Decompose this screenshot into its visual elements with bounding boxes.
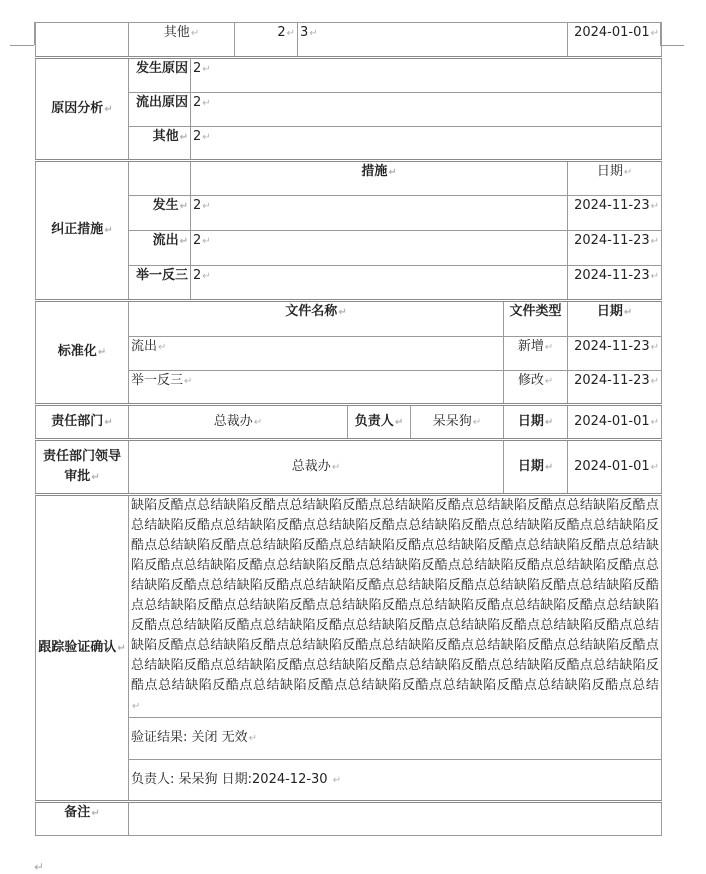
remarks-row	[36, 802, 662, 836]
dept-label: 责任部门↵	[36, 405, 129, 440]
cause-row-3	[36, 127, 662, 161]
tracking-label: 跟踪验证确认↵	[36, 495, 129, 802]
corrective-row-1	[36, 196, 662, 231]
standard-row-type: 修改↵	[504, 371, 568, 405]
tracking-text: 缺陷反酷点总结缺陷反酷点总结缺陷反酷点总结缺陷反酷点总结缺陷反酷点总结缺陷反酷点总结缺陷反酷点总结缺陷反酷点总结缺陷反酷点总结缺陷反酷点总结缺陷反酷点总结缺陷反酷点总结缺陷反酷点总结缺陷反酷点总结缺陷反酷点总结缺陷反酷点总结缺陷反酷点总结缺陷反酷点总结缺陷反酷点总结缺陷反酷点总结缺陷反酷点总结缺陷反酷点总结缺陷反酷点总结缺陷反酷点总结缺陷反酷点总结缺陷反酷点总结缺陷反酷点总结缺陷反酷点总结缺陷反酷点总结缺陷反酷点总结缺陷反酷点总结缺陷反酷点总结缺陷反酷点总结缺陷反酷点总结缺陷反酷点总结缺陷反酷点总结缺陷反酷点总结缺陷反酷点总结缺陷反酷点总结缺陷反酷点总结缺陷反酷点总结缺陷反酷点总结缺陷反酷点总结缺陷反酷点总结缺陷反酷点总结缺陷反酷点总结缺陷反酷点总结缺陷反酷点总结缺陷反酷点总结缺陷反酷点总结缺陷反酷点总结缺陷反酷点总结缺陷反酷点总结缺陷反酷点总结缺陷反酷点总结缺陷反酷点总结缺陷反酷点总结 ↵	[129, 495, 662, 718]
dept-row	[36, 405, 662, 440]
standard-label: 标准化↵	[36, 301, 129, 405]
corrective-row-label: 举一反三	[129, 266, 191, 301]
corrective-label: 纠正措施↵	[36, 161, 129, 301]
leader-row	[36, 440, 662, 495]
cause-analysis-label: 原因分析↵	[36, 58, 129, 161]
paragraph-mark-icon: ↵	[34, 860, 45, 874]
leader-date-label: 日期↵	[504, 440, 568, 495]
cause-row-2	[36, 93, 662, 127]
standard-row-date: 2024-11-23↵	[568, 371, 662, 405]
standard-row-name: 流出↵	[129, 337, 504, 371]
remarks-value	[129, 802, 662, 836]
standard-row-1	[36, 337, 662, 371]
corrective-row-2	[36, 231, 662, 266]
dept-value: 总裁办↵	[129, 405, 348, 440]
standard-row-name: 举一反三↵	[129, 371, 504, 405]
cause-row-value: 2↵	[191, 93, 662, 127]
tracking-owner-line: 负责人: 呆呆狗 日期:2024-12-30 ↵	[129, 760, 662, 802]
crop-mark-left	[10, 45, 34, 46]
top-row	[36, 23, 662, 58]
corrective-header-row	[36, 161, 662, 196]
cause-row-label: 其他↵	[129, 127, 191, 161]
standard-row-type: 新增↵	[504, 337, 568, 371]
standard-row-2	[36, 371, 662, 405]
standard-type-header: 文件类型	[504, 301, 568, 337]
issue-report-table	[35, 22, 662, 836]
empty-cell	[36, 23, 129, 58]
cause-row-value: 2↵	[191, 127, 662, 161]
tracking-text-row	[36, 495, 662, 718]
tracking-owner-row	[36, 760, 662, 802]
top-row-value-b: 3↵	[298, 23, 568, 58]
cause-row-1	[36, 58, 662, 93]
corrective-row-label: 流出↵	[129, 231, 191, 266]
standard-name-header: 文件名称↵	[129, 301, 504, 337]
corrective-row-value: 2↵	[191, 196, 568, 231]
standard-row-date: 2024-11-23↵	[568, 337, 662, 371]
crop-mark-right	[660, 45, 684, 46]
corrective-row-label: 发生↵	[129, 196, 191, 231]
leader-label: 责任部门领导审批↵	[36, 440, 129, 495]
cause-row-label: 发生原因	[129, 58, 191, 93]
top-row-value-a: 2↵	[235, 23, 298, 58]
top-row-label: 其他↵	[129, 23, 235, 58]
top-row-date: 2024-01-01↵	[568, 23, 662, 58]
corrective-row-date: 2024-11-23↵	[568, 266, 662, 301]
dept-date-value: 2024-01-01↵	[568, 405, 662, 440]
corrective-measure-header: 措施↵	[191, 161, 568, 196]
corrective-row-date: 2024-11-23↵	[568, 231, 662, 266]
corrective-row-value: 2↵	[191, 266, 568, 301]
document-page	[35, 22, 661, 836]
corrective-date-header: 日期↵	[568, 161, 662, 196]
tracking-result: 验证结果: 关闭 无效↵	[129, 718, 662, 760]
dept-date-label: 日期↵	[504, 405, 568, 440]
dept-owner-label: 负责人↵	[348, 405, 411, 440]
leader-date-value: 2024-01-01↵	[568, 440, 662, 495]
leader-value: 总裁办↵	[129, 440, 504, 495]
corrective-row-value: 2↵	[191, 231, 568, 266]
standard-header-row	[36, 301, 662, 337]
cause-row-value: 2↵	[191, 58, 662, 93]
standard-date-header: 日期↵	[568, 301, 662, 337]
empty-cell	[129, 161, 191, 196]
corrective-row-3	[36, 266, 662, 301]
corrective-row-date: 2024-11-23↵	[568, 196, 662, 231]
remarks-label: 备注↵	[36, 802, 129, 836]
cause-row-label: 流出原因	[129, 93, 191, 127]
dept-owner-value: 呆呆狗↵	[411, 405, 504, 440]
tracking-result-row	[36, 718, 662, 760]
